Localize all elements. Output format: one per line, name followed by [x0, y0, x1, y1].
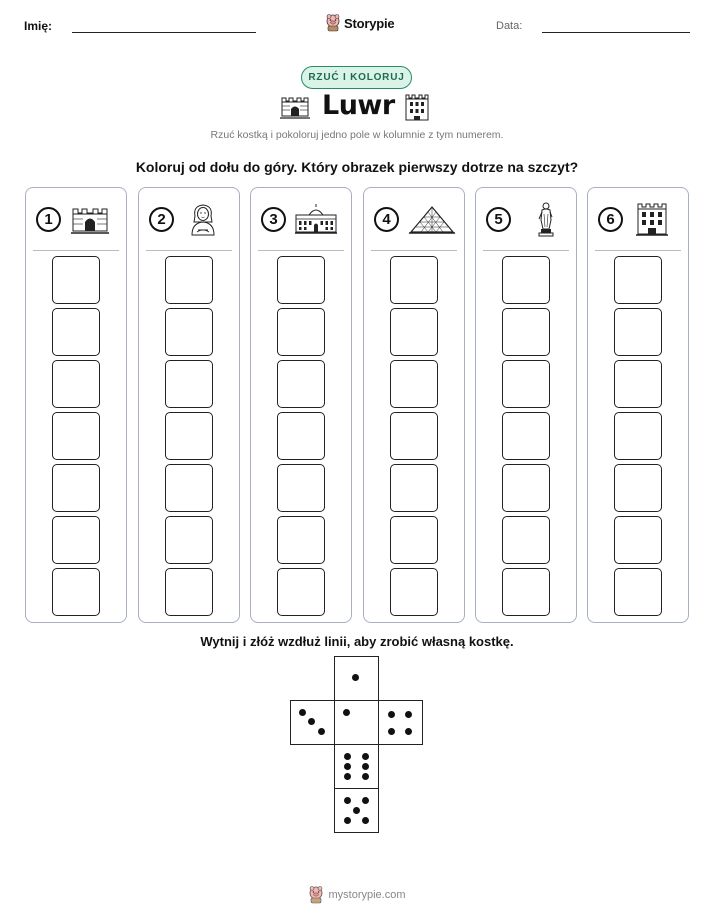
activity-badge: RZUĆ I KOLORUJ [301, 66, 412, 89]
column-divider [483, 250, 569, 251]
pig-mascot-icon [308, 886, 324, 904]
color-cell[interactable] [277, 568, 325, 616]
dice-column-1 [25, 187, 127, 623]
color-cell[interactable] [502, 568, 550, 616]
column-number: 2 [149, 207, 174, 232]
column-number: 4 [374, 207, 399, 232]
color-cell[interactable] [502, 360, 550, 408]
column-header [476, 188, 576, 250]
color-cell[interactable] [165, 308, 213, 356]
color-cell[interactable] [502, 412, 550, 460]
dice-column-3 [250, 187, 352, 623]
color-cell[interactable] [277, 360, 325, 408]
dice-column-5 [475, 187, 577, 623]
color-cell[interactable] [277, 516, 325, 564]
color-cell[interactable] [52, 360, 100, 408]
color-cell[interactable] [614, 308, 662, 356]
name-label: Imię: [24, 19, 53, 33]
dice-face-4 [378, 700, 423, 745]
color-cell[interactable] [277, 464, 325, 512]
color-cell[interactable] [165, 516, 213, 564]
color-cell[interactable] [165, 256, 213, 304]
date-label: Data: [496, 20, 523, 32]
dice-pip [318, 728, 325, 735]
dice-pip [344, 763, 351, 770]
column-divider [595, 250, 681, 251]
dice-pip [352, 674, 359, 681]
color-cell[interactable] [390, 308, 438, 356]
glass-pyramid-icon [408, 202, 456, 236]
dice-column-6 [587, 187, 689, 623]
castle-gate-icon [280, 93, 310, 119]
color-cell[interactable] [390, 360, 438, 408]
dice-pip [344, 753, 351, 760]
page-title: Luwr [322, 90, 395, 121]
color-cell[interactable] [52, 412, 100, 460]
color-cell[interactable] [390, 464, 438, 512]
column-divider [258, 250, 344, 251]
dice-pip [362, 773, 369, 780]
dice-pip [362, 753, 369, 760]
column-divider [146, 250, 232, 251]
color-cell[interactable] [502, 516, 550, 564]
color-cell[interactable] [277, 256, 325, 304]
pig-mascot-icon [325, 14, 341, 32]
color-cell[interactable] [502, 256, 550, 304]
color-cell[interactable] [165, 360, 213, 408]
dice-pip [362, 763, 369, 770]
subtitle: Rzuć kostką i pokoloruj jedno pole w kolumnie z tym numerem. [210, 129, 504, 141]
date-field-line[interactable] [542, 32, 690, 33]
column-header [588, 188, 688, 250]
dice-pip [388, 728, 395, 735]
dice-face-6 [334, 744, 379, 789]
footer [0, 884, 714, 906]
dice-column-4 [363, 187, 465, 623]
dice-pip [405, 728, 412, 735]
dice-pip [353, 807, 360, 814]
dice-pip [343, 709, 350, 716]
tower-icon [634, 200, 670, 236]
dice-face-5 [334, 788, 379, 833]
instruction-heading: Koloruj od dołu do góry. Który obrazek pierwszy dotrze na szczyt? [135, 159, 579, 175]
color-cell[interactable] [52, 568, 100, 616]
color-cell[interactable] [614, 516, 662, 564]
column-divider [371, 250, 457, 251]
palace-facade-icon [295, 202, 337, 236]
color-cell[interactable] [614, 568, 662, 616]
footer-url: mystorypie.com [328, 889, 406, 901]
column-number: 3 [261, 207, 286, 232]
color-cell[interactable] [390, 568, 438, 616]
color-cell[interactable] [52, 464, 100, 512]
color-cell[interactable] [614, 464, 662, 512]
column-header [251, 188, 351, 250]
dice-pip [388, 711, 395, 718]
color-cell[interactable] [390, 516, 438, 564]
column-divider [33, 250, 119, 251]
column-number: 5 [486, 207, 511, 232]
column-header [26, 188, 126, 250]
woman-portrait-icon [183, 202, 223, 236]
color-cell[interactable] [614, 256, 662, 304]
dice-pip [308, 718, 315, 725]
dice-pip [362, 797, 369, 804]
dice-pip [344, 817, 351, 824]
color-cell[interactable] [52, 516, 100, 564]
dice-face-1 [334, 656, 379, 701]
color-cell[interactable] [614, 360, 662, 408]
color-cell[interactable] [165, 568, 213, 616]
color-cell[interactable] [165, 464, 213, 512]
dice-pip [344, 797, 351, 804]
dice-pip [405, 711, 412, 718]
color-cell[interactable] [52, 256, 100, 304]
color-cell[interactable] [614, 412, 662, 460]
dice-column-2 [138, 187, 240, 623]
column-number: 1 [36, 207, 61, 232]
dice-pip [299, 709, 306, 716]
dice-pip [344, 773, 351, 780]
color-cell[interactable] [390, 256, 438, 304]
color-cell[interactable] [502, 464, 550, 512]
color-cell[interactable] [502, 308, 550, 356]
dice-pip [362, 817, 369, 824]
castle-gate-icon [70, 202, 110, 236]
column-header [364, 188, 464, 250]
color-cell[interactable] [277, 412, 325, 460]
dice-face-3 [290, 700, 335, 745]
cut-instruction: Wytnij i złóż wzdłuż linii, aby zrobić własną kostkę. [200, 634, 514, 649]
statue-icon [526, 200, 566, 238]
column-header [139, 188, 239, 250]
worksheet-header [0, 0, 714, 52]
title-row [0, 90, 714, 126]
color-cell[interactable] [277, 308, 325, 356]
color-cell[interactable] [165, 412, 213, 460]
brand-logo [325, 12, 394, 34]
tower-icon [403, 92, 431, 122]
color-cell[interactable] [52, 308, 100, 356]
color-cell[interactable] [390, 412, 438, 460]
column-number: 6 [598, 207, 623, 232]
brand-name: Storypie [344, 15, 395, 31]
dice-face-1 [334, 700, 379, 745]
name-field-line[interactable] [72, 32, 256, 33]
